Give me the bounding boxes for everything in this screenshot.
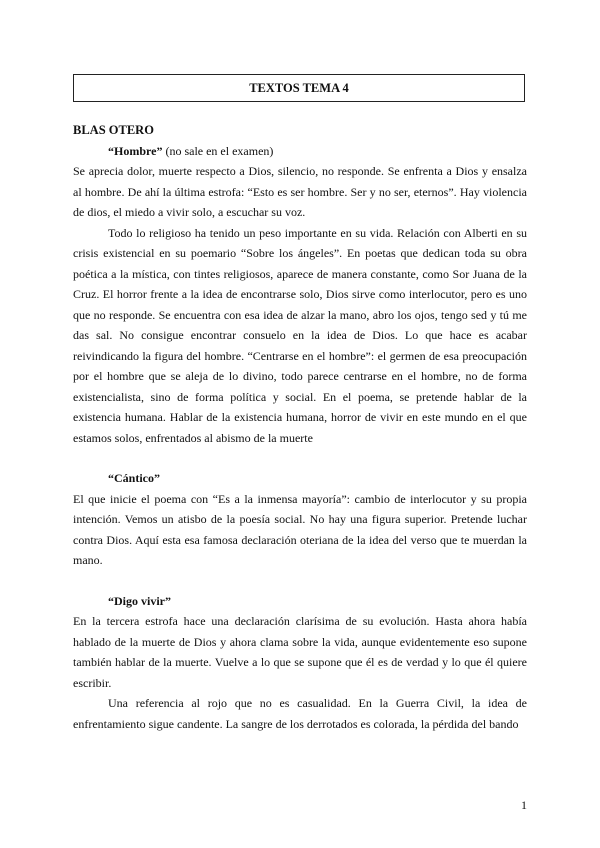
section-heading-digo-vivir [73, 591, 527, 612]
paragraph: Todo lo religioso ha tenido un peso importante en su vida. Relación con Alberti en su crisis existencial en su poemario “Sobre los ángeles”. En poetas que dedican toda su obra poética a la mística, con tintes religiosos, aparece de manera constante, como Sor Juana de la Cruz. El horror frente a la idea de encontrarse solo, Dios sirve como interlocutor, pero es uno que no responde. Se encuentra con esa idea de alzar la mano, abro los ojos, tengo sed y tú me das sal. No consigue encontrar consuelo en la idea de Dios. Lo que hace es acabar reivindicando la figura del hombre. “Centrarse en el hombre”: el germen de esa preocupación por el hombre que se aleja de lo divino, todo parece centrarse en el hombre, no de forma existencialista, sino de forma política y social. En el poema, se pretende hablar de la existencia humana. Hablar de la existencia humana, horror de vivir en este mundo en el que estamos solos, enfrentados al abismo de la muerte [73, 225, 527, 445]
paragraph: El que inicie el poema con “Es a la inmensa mayoría”: cambio de interlocutor y su propia intención. Vemos un atisbo de la poesía social. No hay una figura superior. Pretende luchar contra Dios. Aquí esta esa famosa declaración oteriana de la idea del verso que te muerdan la mano. [73, 491, 527, 567]
spacer [73, 448, 527, 468]
page-number: 1 [521, 798, 527, 812]
section-title: “Hombre” [108, 143, 163, 158]
paragraph: Se aprecia dolor, muerte respecto a Dios, silencio, no responde. Se enfrenta a Dios y ensalza al hombre. De ahí la última estrofa: “Esto es ser hombre. Ser y no ser, eternos”. Hay violencia de dios, el miedo a vivir solo, a escuchar su voz. [73, 164, 527, 219]
section-title: “Cántico” [108, 471, 160, 485]
spacer [73, 571, 527, 591]
section-heading-cantico [73, 468, 527, 489]
paragraph: Una referencia al rojo que no es casualidad. En la Guerra Civil, la idea de enfrentamiento sigue candente. La sangre de los derrotados es colorada, la pérdida del bando [73, 696, 527, 731]
section-heading-hombre [73, 141, 527, 162]
section-note: (no sale en el examen) [162, 143, 274, 158]
page-title: TEXTOS TEMA 4 [73, 74, 525, 102]
document-body [73, 120, 527, 734]
author-heading: BLAS OTERO [73, 123, 154, 137]
paragraph: En la tercera estrofa hace una declaración clarísima de su evolución. Hasta ahora había hablado de la muerte de Dios y ahora clama sobre la vida, aunque evidentemente eso supone también hablar de la muerte. Vuelve a lo que se supone que él es de verdad y lo que él quiere escribir. [73, 614, 527, 690]
section-title: “Digo vivir” [108, 593, 171, 608]
